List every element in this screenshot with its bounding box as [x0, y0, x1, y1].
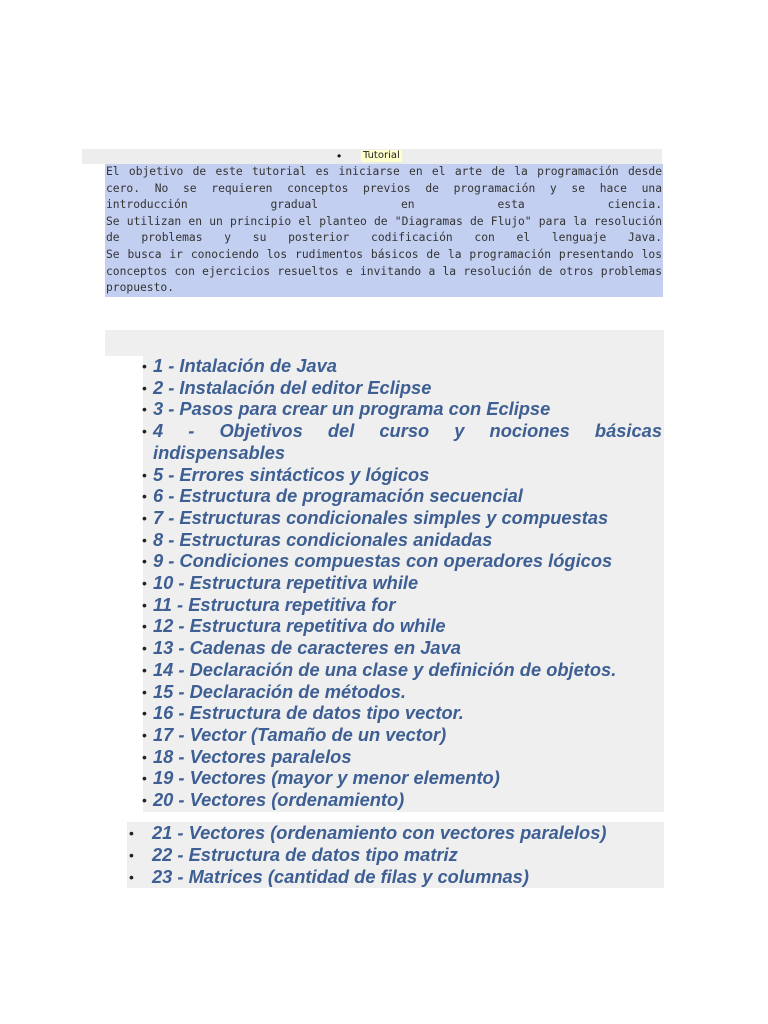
bullet-icon: •: [142, 640, 147, 657]
topic-item-15[interactable]: [142, 681, 662, 703]
topic-item-18[interactable]: [142, 746, 662, 768]
topic-item-3[interactable]: [142, 398, 662, 420]
topic-label: 16 - Estructura de datos tipo vector.: [153, 702, 464, 724]
topic-item-14[interactable]: [142, 659, 662, 681]
topic-label: 8 - Estructuras condicionales anidadas: [153, 528, 493, 550]
topic-label: 2 - Instalación del editor Eclipse: [153, 376, 432, 398]
bullet-icon: •: [142, 705, 147, 722]
topic-item-13[interactable]: [142, 637, 662, 659]
topic-item-10[interactable]: [142, 572, 662, 594]
bullet-icon: •: [337, 149, 342, 163]
topic-item-8[interactable]: [142, 529, 662, 551]
topic-item-22[interactable]: [127, 844, 664, 866]
topic-item-20[interactable]: [142, 789, 662, 811]
topic-item-12[interactable]: [142, 615, 662, 637]
topic-label: 22 - Estructura de datos tipo matriz: [152, 844, 458, 865]
bullet-icon: •: [142, 748, 147, 765]
topic-label: 7 - Estructuras condicionales simples y compuestas: [153, 506, 609, 528]
topic-item-17[interactable]: [142, 724, 662, 746]
intro-paragraph: [105, 164, 663, 297]
topic-item-7[interactable]: [142, 507, 662, 529]
bullet-icon: •: [129, 825, 134, 841]
bullet-icon: •: [142, 423, 147, 440]
tutorial-bar: [82, 149, 662, 164]
tutorial-link[interactable]: Tutorial: [363, 150, 400, 161]
topic-item-23[interactable]: [127, 866, 664, 888]
topic-label: 23 - Matrices (cantidad de filas y columnas): [152, 866, 529, 887]
topic-label: 13 - Cadenas de caracteres en Java: [153, 637, 461, 659]
topics-list: [142, 355, 662, 811]
topic-item-11[interactable]: [142, 594, 662, 616]
topic-item-16[interactable]: [142, 702, 662, 724]
topic-label: 1 - Intalación de Java: [153, 355, 337, 376]
topic-label-continued: indispensables: [153, 441, 286, 463]
topic-item-5[interactable]: [142, 464, 662, 486]
topic-label: 12 - Estructura repetitiva do while: [153, 615, 446, 637]
topic-label: 19 - Vectores (mayor y menor elemento): [153, 767, 500, 789]
intro-text-1: El objetivo de este tutorial es iniciarse en el arte de la programación desde cero. No se requieren conceptos previos de programación y se hace una introducción gradual en esta ciencia.: [106, 165, 662, 212]
topic-item-19[interactable]: [142, 767, 662, 789]
bullet-icon: •: [142, 488, 147, 505]
bullet-icon: •: [142, 596, 147, 613]
topic-item-21[interactable]: [127, 822, 664, 844]
bullet-icon: •: [142, 726, 147, 743]
bullet-icon: •: [142, 661, 147, 678]
intro-text-2: Se utilizan en un principio el planteo de "Diagramas de Flujo" para la resolución de problemas y su posterior codificación con el lenguaje Java.: [106, 214, 662, 245]
topic-label: 17 - Vector (Tamaño de un vector): [153, 723, 447, 745]
topic-label: 15 - Declaración de métodos.: [153, 680, 406, 702]
bullet-icon: •: [142, 401, 147, 418]
bullet-icon: •: [142, 466, 147, 483]
bullet-icon: •: [142, 553, 147, 570]
bullet-icon: •: [129, 847, 134, 863]
topic-label: 5 - Errores sintácticos y lógicos: [153, 463, 430, 485]
bullet-icon: •: [142, 683, 147, 700]
bullet-icon: •: [142, 770, 147, 787]
bullet-icon: •: [142, 509, 147, 526]
bullet-icon: •: [142, 358, 147, 374]
bullet-icon: •: [129, 869, 134, 885]
topic-item-4[interactable]: [142, 420, 662, 463]
topic-item-9[interactable]: [142, 550, 662, 572]
topic-item-1[interactable]: [142, 355, 662, 377]
bullet-icon: •: [142, 379, 147, 396]
topic-label: 21 - Vectores (ordenamiento con vectores paralelos): [152, 822, 607, 843]
topic-label: 11 - Estructura repetitiva for: [153, 593, 396, 615]
intro-text-3: Se busca ir conociendo los rudimentos básicos de la programación presentando los conceptos con ejercicios resueltos e invitando a la resolución de otros problemas propuesto.: [106, 247, 662, 295]
topic-label: 10 - Estructura repetitiva while: [153, 572, 419, 594]
bullet-icon: •: [142, 575, 147, 592]
topic-label: 20 - Vectores (ordenamiento): [153, 789, 405, 811]
topics-list-more: [127, 822, 664, 888]
topic-label: 9 - Condiciones compuestas con operadores lógicos: [153, 550, 613, 572]
topic-label: 14 - Declaración de una clase y definición de objetos.: [153, 658, 617, 680]
topic-label: 4 - Objetivos del curso y nociones básicas: [153, 420, 662, 442]
bullet-icon: •: [142, 531, 147, 548]
topic-item-6[interactable]: [142, 485, 662, 507]
topic-label: 18 - Vectores paralelos: [153, 745, 352, 767]
topic-label: 6 - Estructura de programación secuencial: [153, 485, 523, 507]
bullet-icon: •: [142, 618, 147, 635]
panel-indent: [105, 356, 143, 812]
bullet-icon: •: [142, 792, 147, 809]
topic-label: 3 - Pasos para crear un programa con Eclipse: [153, 398, 551, 420]
topic-item-2[interactable]: [142, 377, 662, 399]
